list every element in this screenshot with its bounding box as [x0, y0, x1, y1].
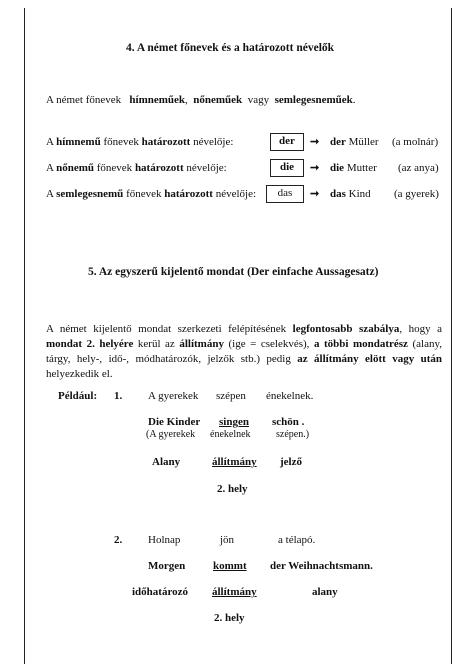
example-label: Például: [58, 390, 98, 402]
section4-title: 4. A német főnevek és a határozott névelők [126, 42, 335, 54]
ex2-de-verb: kommt [213, 560, 247, 572]
gloss-masculine: (a molnár) [392, 136, 439, 148]
example-neuter: das Kind [330, 188, 371, 200]
ex1-position: 2. hely [217, 483, 248, 495]
ex2-role-subject: alany [312, 586, 338, 598]
article-box-die: die [270, 159, 304, 177]
ex1-role-attribute: jelző [280, 456, 302, 468]
example2-number: 2. [114, 534, 123, 546]
ex1-de-verb: singen [219, 416, 249, 428]
ex1-hu-adverb: énekelnek. [266, 390, 314, 402]
ex2-de-adverb: Morgen [148, 560, 186, 572]
ex1-gloss-verb: énekelnek [210, 429, 251, 440]
example-feminine: die Mutter [330, 162, 377, 174]
section5-paragraph: A német kijelentő mondat szerkezeti felépítésének legfontosabb szabálya, hogy a mondat 2. helyére kerül az állítmány (ige = cselekvés), a többi mondatrész (alany, tárgy, hely-, idő-, módhatározók, jelzők stb.) pedig az állítmány elött vagy után helyezkedik el. [46, 323, 442, 380]
arrow-icon: ➞ [310, 162, 320, 174]
ex2-hu-verb: jön [220, 534, 235, 546]
ex1-hu-subject: A gyerekek [148, 390, 199, 402]
ex2-de-subject: der Weihnachtsmann. [270, 560, 373, 572]
ex1-gloss-adverb: szépen.) [276, 429, 310, 440]
ex1-role-subject: Alany [152, 456, 181, 468]
ex1-gloss-subject: (A gyerekek [146, 429, 196, 440]
ex1-de-adverb: schön . [272, 416, 305, 428]
intro-masculine: hímneműek [129, 94, 186, 106]
ex1-hu-verb: szépen [216, 390, 246, 402]
ex2-role-adverbial: időhatározó [132, 586, 189, 598]
section5-title: 5. Az egyszerű kijelentő mondat (Der einfache Aussagesatz) [88, 266, 379, 278]
arrow-icon: ➞ [310, 136, 320, 148]
ex1-de-subject: Die Kinder [148, 416, 201, 428]
example-masculine: der Müller [330, 136, 379, 148]
intro-neuter: semlegesneműek [274, 94, 353, 106]
article-box-der: der [270, 133, 304, 151]
article-box-das: das [266, 185, 304, 203]
article-row-masculine: A hímnemű főnevek határozott névelője: [46, 136, 234, 148]
article-row-feminine: A nőnemű főnevek határozott névelője: [46, 162, 227, 174]
intro-text: A német főnevek [46, 94, 122, 106]
gloss-feminine: (az anya) [398, 162, 439, 174]
intro-or: vagy [247, 94, 270, 106]
ex1-role-predicate: állítmány [212, 456, 257, 468]
section4-intro: A német főnevek hímneműek, nőneműek vagy semlegesneműek. [46, 94, 356, 106]
ex2-role-predicate: állítmány [212, 586, 257, 598]
intro-feminine: nőneműek [193, 94, 243, 106]
ex2-position: 2. hely [214, 612, 245, 624]
ex2-hu-adverb: Holnap [148, 534, 181, 546]
article-row-neuter: A semlegesnemű főnevek határozott névelője: [46, 188, 257, 200]
example1-number: 1. [114, 390, 123, 402]
gloss-neuter: (a gyerek) [394, 188, 439, 200]
arrow-icon: ➞ [310, 188, 320, 200]
ex2-hu-subject: a télapó. [278, 534, 316, 546]
